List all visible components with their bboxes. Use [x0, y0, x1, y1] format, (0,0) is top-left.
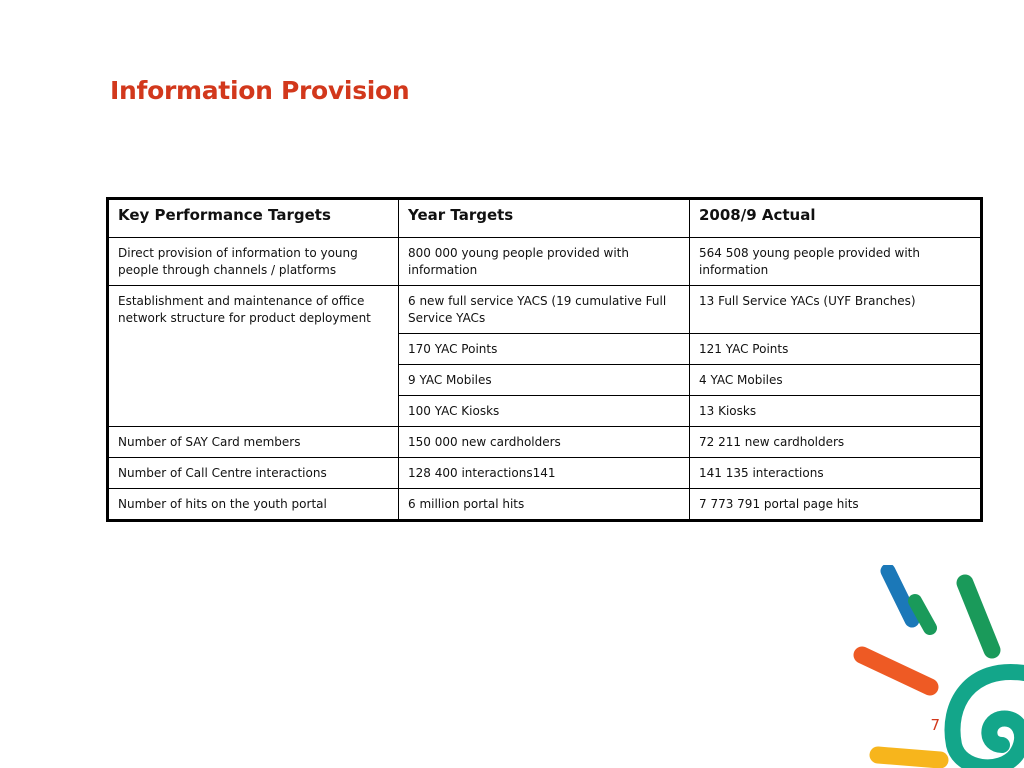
kpi-table: [106, 197, 983, 522]
table-row: [108, 286, 982, 334]
actual-cell: 13 Full Service YACs (UYF Branches): [690, 286, 982, 334]
kpi-cell: Number of Call Centre interactions: [108, 458, 399, 489]
actual-cell: 141 135 interactions: [690, 458, 982, 489]
table-header-row: [108, 199, 982, 238]
target-cell: 128 400 interactions141: [399, 458, 690, 489]
logo-ray-green: [965, 583, 992, 650]
kpi-cell: Number of hits on the youth portal: [108, 489, 399, 521]
header-year-targets: Year Targets: [399, 199, 690, 238]
sun-logo-icon: [850, 565, 1024, 768]
actual-cell: 13 Kiosks: [690, 396, 982, 427]
logo-ray-blue: [888, 571, 912, 620]
header-key-performance-targets: Key Performance Targets: [108, 199, 399, 238]
actual-cell: 4 YAC Mobiles: [690, 365, 982, 396]
header-actual: 2008/9 Actual: [690, 199, 982, 238]
kpi-cell: Number of SAY Card members: [108, 427, 399, 458]
target-cell: 150 000 new cardholders: [399, 427, 690, 458]
actual-cell: 72 211 new cardholders: [690, 427, 982, 458]
logo-ray-orange: [862, 655, 930, 687]
logo-ray-yellow: [878, 755, 940, 760]
slide-title: Information Provision: [110, 76, 410, 105]
target-cell: 6 new full service YACS (19 cumulative Full Service YACs: [399, 286, 690, 334]
target-cell: 170 YAC Points: [399, 334, 690, 365]
target-cell: 100 YAC Kiosks: [399, 396, 690, 427]
logo-spiral: [952, 672, 1024, 767]
table-row: [108, 458, 982, 489]
actual-cell: 121 YAC Points: [690, 334, 982, 365]
actual-cell: 7 773 791 portal page hits: [690, 489, 982, 521]
table-row: [108, 427, 982, 458]
target-cell: 9 YAC Mobiles: [399, 365, 690, 396]
kpi-cell: Establishment and maintenance of office network structure for product deployment: [108, 286, 399, 427]
page-number: 7: [930, 716, 940, 734]
target-cell: 6 million portal hits: [399, 489, 690, 521]
actual-cell: 564 508 young people provided with information: [690, 238, 982, 286]
kpi-cell: Direct provision of information to young people through channels / platforms: [108, 238, 399, 286]
target-cell: 800 000 young people provided with information: [399, 238, 690, 286]
table-row: [108, 238, 982, 286]
table-row: [108, 489, 982, 521]
